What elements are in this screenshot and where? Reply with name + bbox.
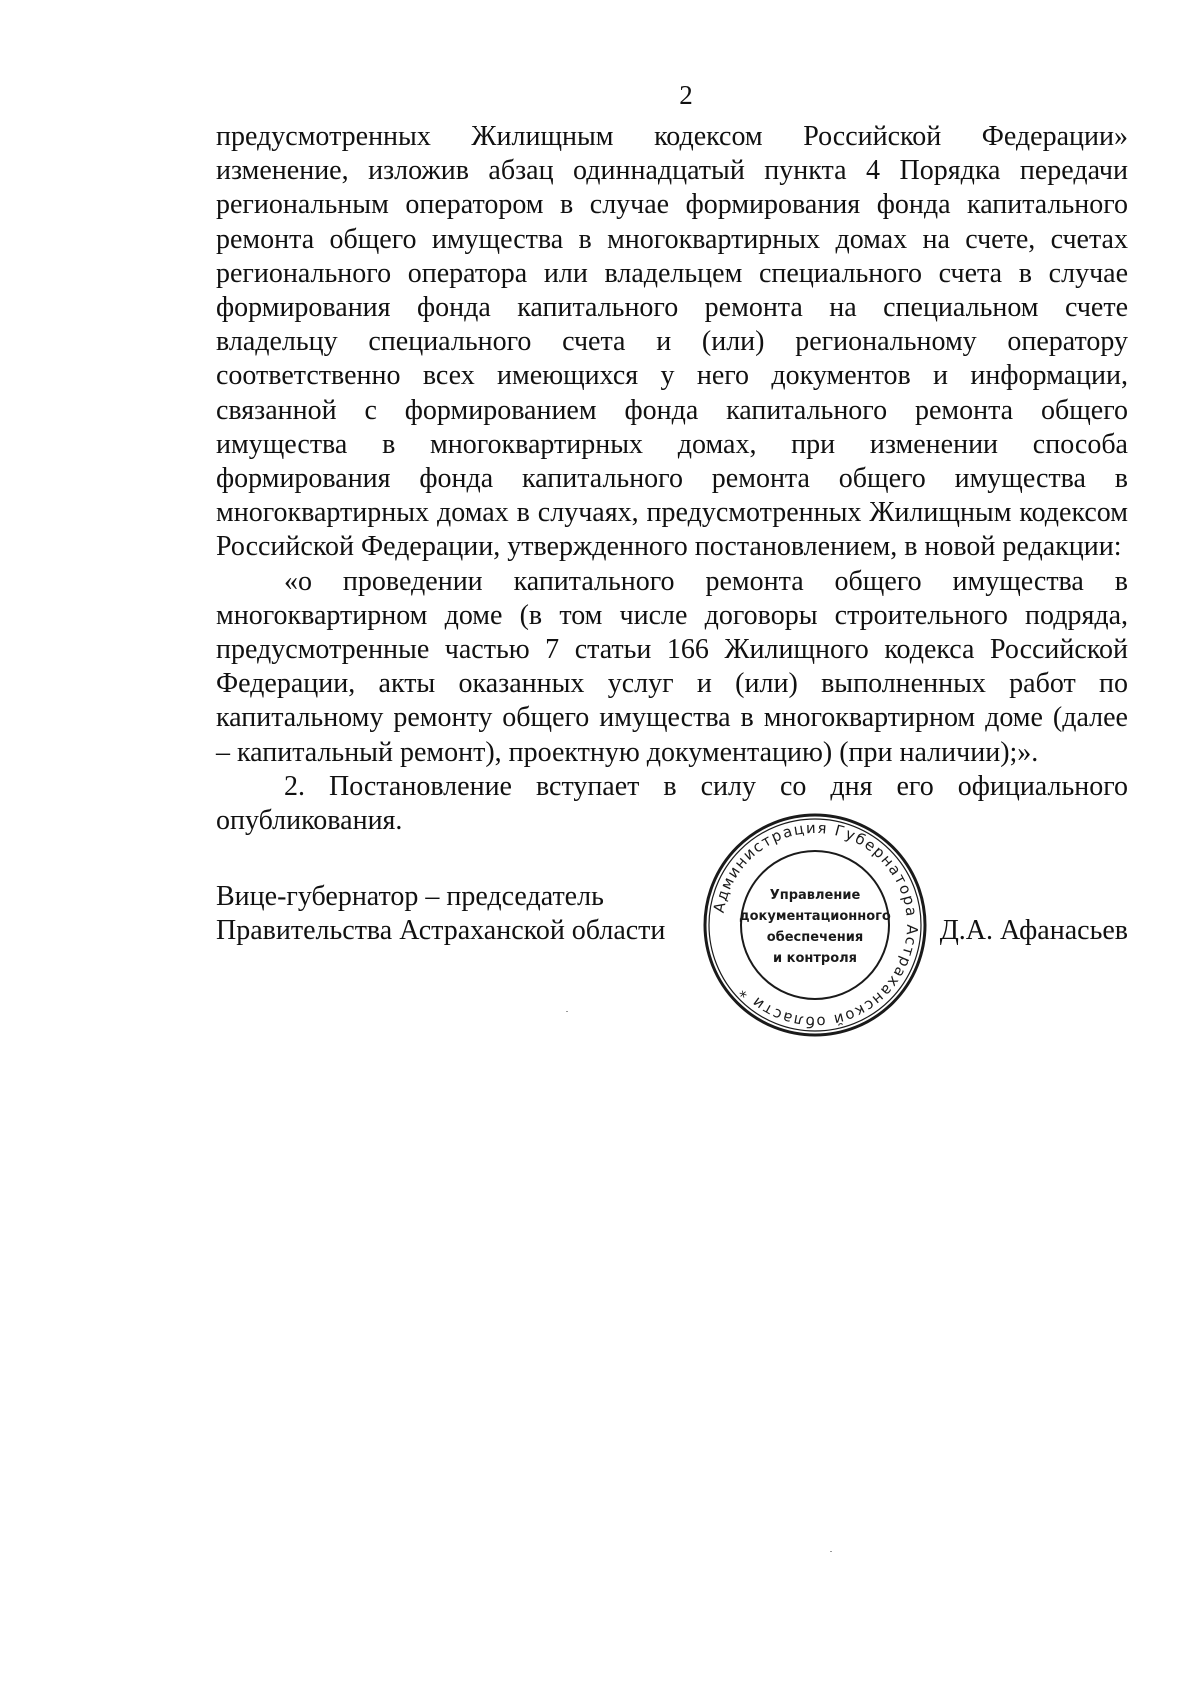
seal-outer-circle (705, 815, 925, 1035)
signatory-title-line-1: Вице-губернатор – председатель (216, 881, 604, 912)
paragraph-effective-date: 2. Постановление вступает в силу со дня его официального опубликования. (216, 770, 1128, 837)
seal-center-line-4: и контроля (772, 951, 858, 966)
paragraph-quoted-amendment: «о проведении капитального ремонта общего имущества в многоквартирном доме (в том числе договоры строительного подряда, предусмотренные частью 7 статьи 166 Жилищного кодекса Российской Федерации, акты оказанных услуг и (или) выполненных работ по капитальному ремонту общего имущества в многоквартирном доме (далее – капитальный ремонт), проектную документацию) (при наличии);». (216, 565, 1128, 768)
seal-ring-text: Администрация Губернатора Астраханской области * (709, 818, 922, 1032)
page-number: 2 (679, 80, 693, 110)
signatory-title-line-2: Правительства Астраханской области (216, 915, 666, 946)
seal-center-line-1: Управление (769, 888, 861, 903)
scan-speck (566, 1011, 568, 1012)
signatory-name: Д.А. Афанасьев (939, 915, 1128, 946)
scan-speck (830, 1551, 832, 1552)
seal-inner-circle (741, 851, 889, 999)
seal-center-line-3: обеспечения (766, 930, 864, 945)
paragraph-continuation: предусмотренных Жилищным кодексом Российской Федерации» изменение, изложив абзац одиннадцатый пункта 4 Порядка передачи региональным оператором в случае формирования фонда капитального ремонта общего имущества в многоквартирных домах на счете, счетах регионального оператора или владельцем специального счета в случае формирования фонда капитального ремонта на специальном счете владельцу специального счета и (или) региональному оператору соответственно всех имеющихся у него документов и информации, связанной с формированием фонда капитального ремонта общего имущества в многоквартирных домах, при изменении способа формирования фонда капитального ремонта общего имущества в многоквартирных домах в случаях, предусмотренных Жилищным кодексом Российской Федерации, утвержденного постановлением, в новой редакции: (216, 121, 1128, 563)
official-seal (700, 810, 930, 1040)
document-body (216, 120, 1128, 838)
official-seal-graphic (700, 810, 930, 1040)
seal-center-line-2: документационного (739, 909, 891, 924)
signatory-title (216, 880, 665, 948)
